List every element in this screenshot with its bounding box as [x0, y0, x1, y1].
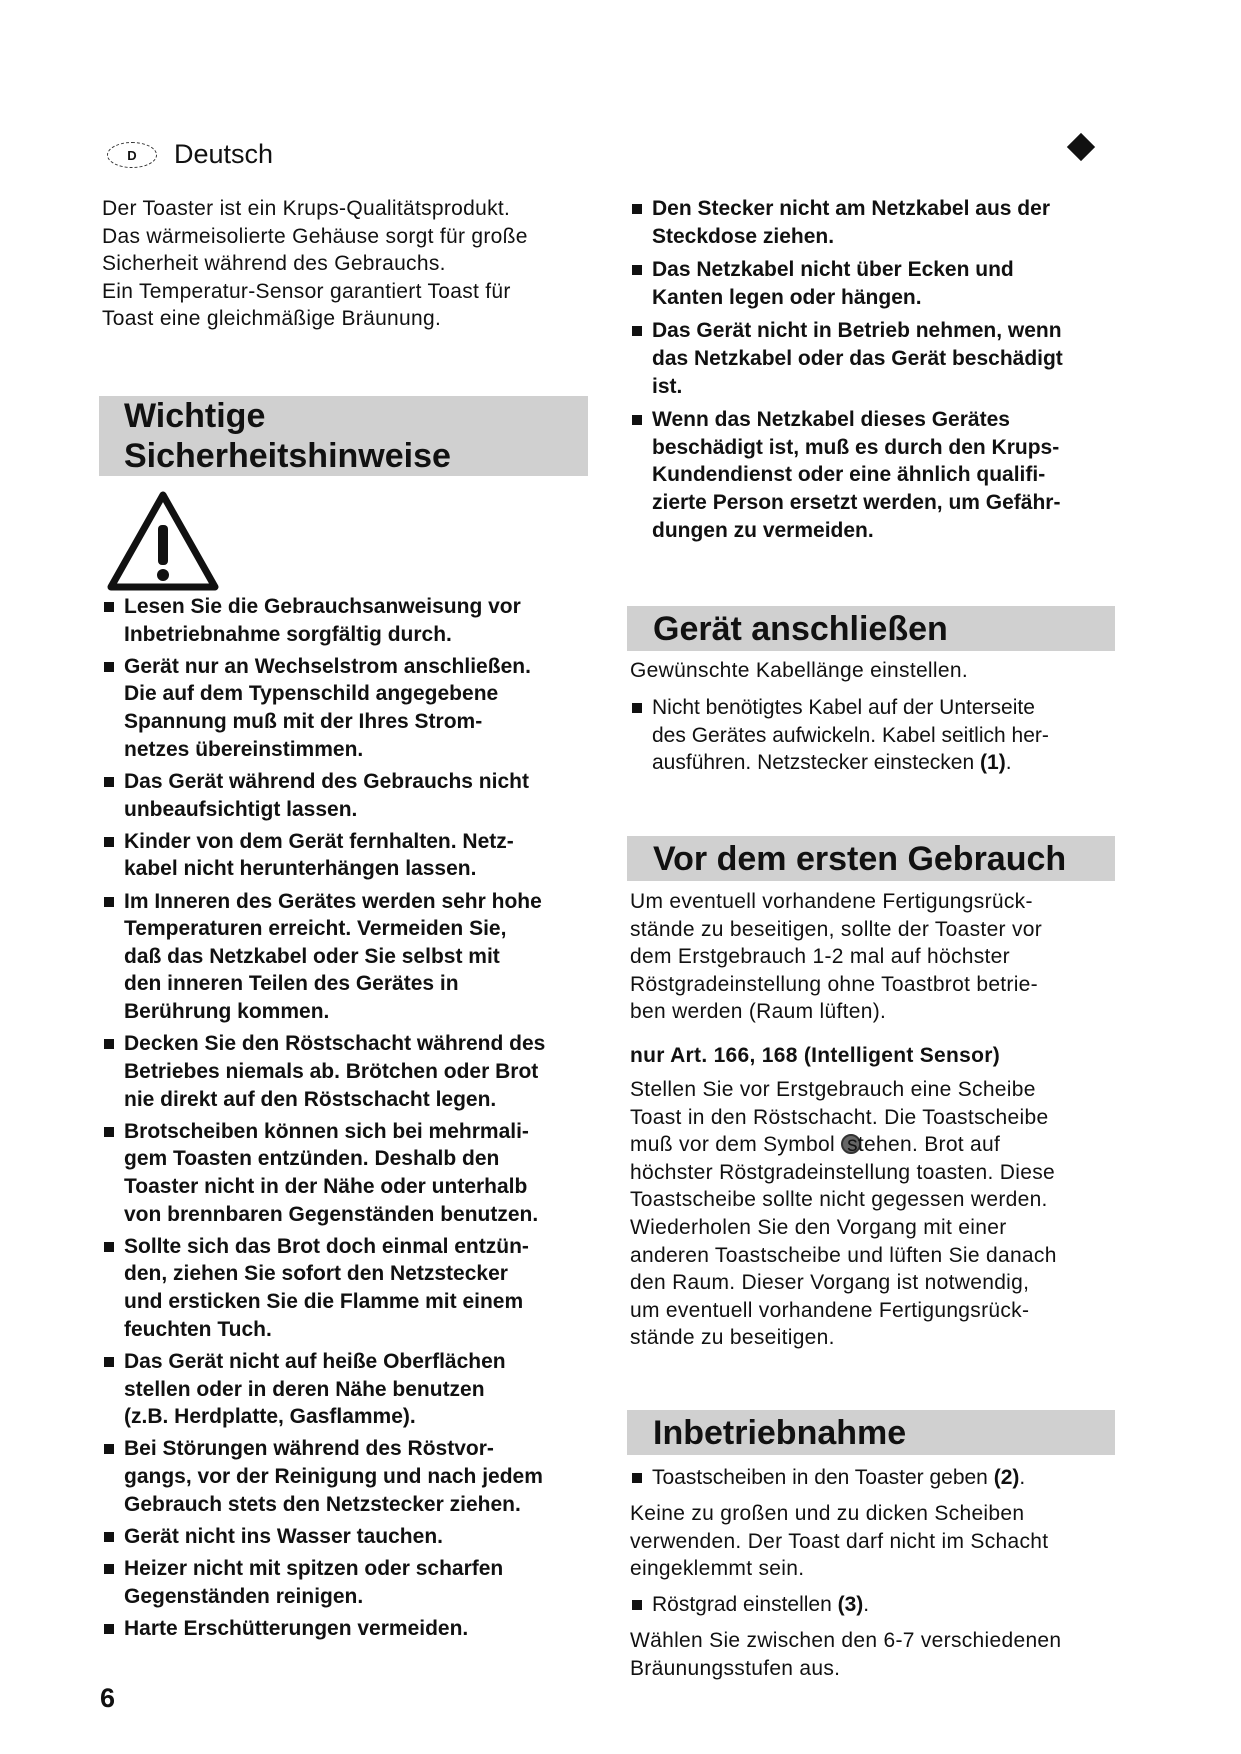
item-end: . [863, 1593, 870, 1616]
item-text: Gerät nur an Wechselstrom anschließen. Die auf dem Typenschild angegebene Spannung muß mit der Ihres Strom- netzes übereinstimmen. [124, 654, 531, 761]
item-text: Toastscheiben in den Toaster geben [652, 1466, 994, 1489]
bullet-icon [104, 1242, 114, 1252]
operation-heading: Inbetriebnahme [653, 1414, 907, 1452]
item-text: Bei Störungen während des Röstvor- gangs, vor der Reinigung und nach jedem Gebrauch stets den Netzstecker ziehen. [124, 1437, 543, 1516]
bullet-icon [632, 1473, 642, 1483]
item-text: Röstgrad einstellen [652, 1593, 838, 1616]
bullet-icon [632, 703, 642, 713]
bullet-icon [104, 602, 114, 612]
bullet-icon [104, 1532, 114, 1542]
sensor-subheading: nur Art. 166, 168 (Intelligent Sensor) [630, 1044, 1001, 1067]
item-text: Das Netzkabel nicht über Ecken und Kanten legen oder hängen. [652, 258, 1014, 309]
bullet-icon [632, 204, 642, 214]
bullet-icon [632, 265, 642, 275]
sensor-text-part1: Stellen Sie vor Erstgebrauch eine Scheibe Toast in den Röstschacht. Die Toastscheibe muß vor dem Symbol [630, 1078, 1049, 1157]
item-text: Harte Erschütterungen vermeiden. [124, 1617, 469, 1641]
list-item [102, 828, 602, 883]
list-item [102, 1555, 602, 1610]
list-item [630, 1464, 1130, 1492]
diamond-icon [1067, 133, 1095, 161]
bullet-icon [632, 415, 642, 425]
list-item [102, 1233, 602, 1343]
bullet-icon [104, 777, 114, 787]
connect-heading: Gerät anschließen [653, 610, 948, 648]
item-text: Den Stecker nicht am Netzkabel aus der Steckdose ziehen. [652, 197, 1050, 248]
list-item [102, 653, 602, 763]
safety-list-right [630, 195, 1130, 550]
item-text: Nicht benötigtes Kabel auf der Unterseite des Gerätes aufwickeln. Kabel seitlich her- ausführen. Netzstecker einstecken [652, 696, 1049, 775]
figure-ref: (3) [837, 1593, 864, 1616]
bullet-icon [104, 1624, 114, 1634]
bullet-icon [104, 662, 114, 672]
item-text: Brotscheiben können sich bei mehrmali- gem Toasten entzünden. Deshalb den Toaster nicht in der Nähe oder unterhalb von brennbaren Gegenständen benutzen. [124, 1119, 539, 1226]
list-item [102, 593, 602, 648]
language-badge [107, 142, 157, 168]
figure-ref: (2) [993, 1466, 1020, 1489]
list-item [630, 317, 1130, 400]
operation-list-2 [630, 1591, 1130, 1619]
bullet-icon [104, 1564, 114, 1574]
item-end: . [1019, 1466, 1026, 1489]
list-item [102, 1523, 602, 1551]
item-text: Heizer nicht mit spitzen oder scharfen Gegenständen reinigen. [124, 1557, 504, 1608]
bullet-icon [632, 326, 642, 336]
language-label: Deutsch [174, 139, 274, 169]
intro-paragraph: Der Toaster ist ein Krups-Qualitätsprodukt. Das wärmeisolierte Gehäuse sorgt für große Sicherheit während des Gebrauchs. Ein Temperatur-Sensor garantiert Toast für Toast eine gleichmäßige Bräunung. [102, 197, 528, 331]
list-item [630, 406, 1130, 544]
item-text: Sollte sich das Brot doch einmal entzün- den, ziehen Sie sofort den Netzstecker und ersticken Sie die Flamme mit einem feuchten Tuch. [124, 1234, 529, 1341]
bullet-icon [104, 837, 114, 847]
operation-text-2: Wählen Sie zwischen den 6-7 verschiedenen Bräunungsstufen aus. [630, 1629, 1062, 1680]
list-item [102, 1118, 602, 1228]
figure-ref: (1) [980, 751, 1006, 775]
list-item [102, 888, 602, 1026]
sensor-text [630, 1076, 1130, 1352]
item-text: Wenn das Netzkabel dieses Gerätes beschädigt ist, muß es durch den Krups- Kundendienst oder eine ähnlich qualifi- zierte Person ersetzt werden, um Gefähr- dungen zu vermeiden. [652, 408, 1061, 542]
list-item [630, 195, 1130, 250]
list-item [102, 1348, 602, 1431]
bullet-icon [104, 1444, 114, 1454]
item-text: Decken Sie den Röstschacht während des Betriebes niemals ab. Brötchen oder Brot nie direkt auf den Röstschacht legen. [124, 1032, 546, 1111]
item-text: Im Inneren des Gerätes werden sehr hohe Temperaturen erreicht. Vermeiden Sie, daß das Netzkabel oder Sie selbst mit den inneren Teilen des Gerätes in Berührung kommen. [124, 889, 542, 1024]
item-text: Das Gerät nicht in Betrieb nehmen, wenn das Netzkabel oder das Gerät beschädigt ist. [652, 319, 1063, 398]
item-end: . [1005, 751, 1012, 775]
first-use-text: Um eventuell vorhandene Fertigungsrück- stände zu beseitigen, sollte der Toaster vor dem Erstgebrauch 1-2 mal auf höchster Röstgradeinstellung ohne Toastbrot betrie- ben werden (Raum lüften). [630, 890, 1043, 1024]
sensor-text-part2: stehen. Brot auf höchster Röstgradeinstellung toasten. Diese Toastscheibe sollte nicht gegessen werden. Wiederholen Sie den Vorgang mit einer anderen Toastscheibe und lüften Sie danach den Raum. Dieser Vorgang ist notwendig, um eventuell vorhandene Fertigungsrück- stände zu beseitigen. [630, 1133, 1057, 1350]
bullet-icon [104, 897, 114, 907]
safety-list-left [102, 593, 602, 1647]
first-use-heading: Vor dem ersten Gebrauch [653, 840, 1067, 878]
list-item [630, 1591, 1130, 1619]
bullet-icon [104, 1357, 114, 1367]
safety-heading: Wichtige Sicherheitshinweise [124, 397, 451, 475]
connect-text: Gewünschte Kabellänge einstellen. [630, 659, 968, 682]
list-item [630, 694, 1130, 777]
item-text: Lesen Sie die Gebrauchsanweisung vor Inbetriebnahme sorgfältig durch. [124, 595, 521, 646]
item-text: Das Gerät nicht auf heiße Oberflächen stellen oder in deren Nähe benutzen (z.B. Herdplatte, Gasflamme). [124, 1349, 506, 1429]
warning-triangle-icon [105, 489, 221, 593]
bullet-icon [632, 1600, 642, 1610]
list-item [630, 256, 1130, 311]
language-code: D [127, 147, 137, 163]
item-text: Kinder von dem Gerät fernhalten. Netz- kabel nicht herunterhängen lassen. [124, 829, 514, 881]
item-text: Das Gerät während des Gebrauchs nicht unbeaufsichtigt lassen. [124, 769, 529, 821]
list-item [102, 1435, 602, 1518]
item-text: Gerät nicht ins Wasser tauchen. [124, 1524, 443, 1548]
list-item [102, 768, 602, 823]
bullet-icon [104, 1039, 114, 1049]
connect-list [630, 694, 1130, 777]
operation-text-1: Keine zu großen und zu dicken Scheiben verwenden. Der Toast darf nicht im Schacht eingeklemmt sein. [630, 1502, 1049, 1581]
operation-list-1 [630, 1464, 1130, 1492]
bullet-icon [104, 1127, 114, 1137]
list-item [102, 1030, 602, 1113]
page-number: 6 [100, 1683, 116, 1713]
list-item [102, 1615, 602, 1643]
